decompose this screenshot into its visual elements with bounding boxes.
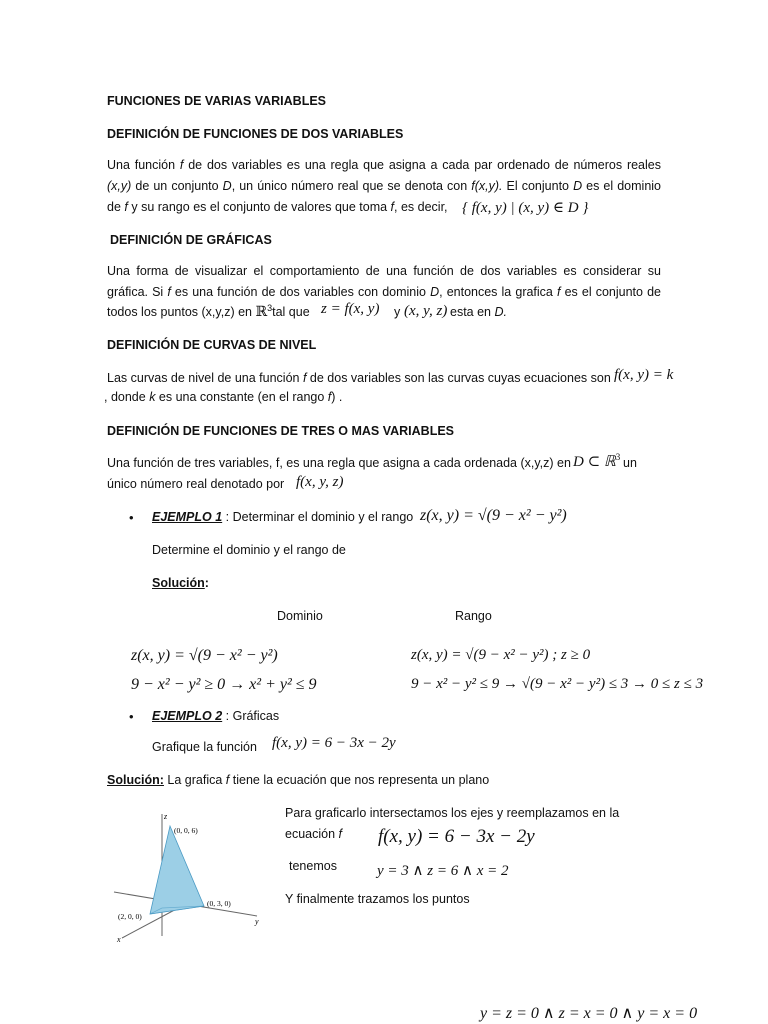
text-run: esta en — [450, 305, 495, 319]
bullet: • — [129, 510, 134, 525]
text-run: , es decir, — [394, 200, 448, 214]
paragraph-line — [107, 282, 661, 303]
tres-variables-line-1: Una función de tres variables, f, es una regla que asigna a cada ordenada (x,y,z) en — [107, 456, 571, 470]
dominio-step-2: 9 − x² − y² ≥ 0 → x² + y² ≤ 9 — [131, 676, 317, 693]
point-label-0-3-0: (0, 3, 0) — [207, 899, 231, 908]
text-run: f — [327, 390, 332, 404]
domain-subset-expression — [573, 452, 620, 471]
text-run: D ⊂ ℝ — [573, 454, 616, 470]
section-heading-tres-variables: DEFINICIÓN DE FUNCIONES DE TRES O MAS VARIABLES — [107, 424, 455, 438]
section-heading-graficas: DEFINICIÓN DE GRÁFICAS — [110, 233, 272, 247]
text-run: : Determinar el dominio y el rango — [222, 510, 414, 524]
text-run: f — [390, 200, 395, 214]
text-run: Las curvas de nivel de una función — [107, 371, 303, 385]
text-run: (x,y) — [107, 179, 132, 193]
ejemplo-1-prompt: Determine el dominio y el rango de — [152, 543, 346, 557]
range-set-expression: { f(x, y) | (x, y) ∈ D } — [462, 200, 589, 216]
text-run: D — [573, 179, 583, 193]
solucion-2-paragraph-line-1: Para graficarlo intersectamos los ejes y reemplazamos en la — [285, 806, 620, 820]
text-run: k — [149, 390, 156, 404]
text-run: de — [107, 200, 125, 214]
text-run: Solución — [152, 576, 205, 590]
example-label: EJEMPLO 2 — [152, 709, 223, 723]
text-run: ecuación — [285, 827, 339, 841]
point-label-2-0-0: (2, 0, 0) — [118, 912, 142, 921]
ejemplo-2-line — [152, 709, 279, 723]
final-step-text: Y finalmente trazamos los puntos — [285, 892, 470, 906]
text-run: tiene la ecuación que nos representa un plano — [229, 773, 490, 787]
text-run: todos los puntos (x,y,z) en — [107, 305, 256, 320]
text-run: El conjunto — [502, 179, 574, 193]
tenemos-label: tenemos — [289, 859, 337, 873]
text-run: Una función — [107, 158, 180, 172]
text-run: ) . — [331, 390, 343, 404]
graficas-line-3-end — [450, 305, 507, 319]
level-curve-equation: f(x, y) = k — [614, 367, 674, 383]
text-run: f — [124, 200, 128, 214]
ejemplo-1-solution-label — [152, 576, 209, 590]
superscript: 3 — [615, 452, 621, 462]
section-heading-dos-variables: DEFINICIÓN DE FUNCIONES DE DOS VARIABLES — [107, 127, 404, 141]
text-run: D. — [494, 305, 507, 319]
text-run: de dos variables es una regla que asigna a cada par ordenado de números reales — [183, 158, 661, 172]
curvas-line-2 — [104, 390, 342, 404]
ejemplo-1-function: z(x, y) = √(9 − x² − y²) — [420, 507, 567, 524]
trace-conditions: y = z = 0 ∧ z = x = 0 ∧ y = x = 0 — [480, 1005, 698, 1022]
three-variable-function: f(x, y, z) — [296, 474, 344, 490]
text-run: f — [302, 371, 307, 385]
paragraph-line — [107, 176, 661, 197]
solucion-2-paragraph-line-2 — [285, 827, 342, 841]
conjunction-y: y — [394, 305, 401, 319]
dominio-step-1: z(x, y) = √(9 − x² − y²) — [131, 647, 278, 664]
real-numbers-symbol: ℝ — [255, 305, 268, 321]
text-run: : Gráficas — [222, 709, 280, 723]
text-run: f — [179, 158, 184, 172]
ejemplo-1-line — [152, 510, 413, 524]
axis-intercepts: y = 3 ∧ z = 6 ∧ x = 2 — [377, 863, 509, 879]
rango-step-1: z(x, y) = √(9 − x² − y²) ; z ≥ 0 — [411, 647, 591, 663]
plane-triangle — [150, 826, 204, 914]
paragraph-line — [107, 155, 661, 176]
text-run: f — [338, 827, 342, 841]
text-run: f — [556, 285, 561, 299]
example-label: EJEMPLO 1 — [152, 510, 223, 524]
text-run: : — [204, 576, 209, 590]
text-run: es una función de dos variables con dominio — [170, 285, 431, 299]
ejemplo-2-prompt: Grafique la función — [152, 740, 257, 754]
text-run: gráfica. Si — [107, 285, 168, 299]
text-run: f(x,y). — [471, 179, 503, 193]
paragraph-line: Una forma de visualizar el comportamiento de una función de dos variables es considerar su — [107, 264, 661, 278]
graph-equation: z = f(x, y) — [321, 301, 380, 317]
rango-step-2: 9 − x² − y² ≤ 9 → √(9 − x² − y²) ≤ 3 → 0 ≤ z ≤ 3 — [411, 676, 704, 692]
x-axis-label: x — [117, 935, 121, 944]
text-run: es el conjunto de — [560, 285, 661, 299]
tres-variables-line-2: único número real denotado por — [107, 477, 285, 491]
bullet: • — [129, 709, 134, 724]
text-run: , donde — [104, 390, 150, 404]
paragraph-definicion-graficas — [107, 261, 661, 303]
z-axis-label: z — [164, 812, 168, 821]
page-title: FUNCIONES DE VARIAS VARIABLES — [107, 94, 327, 108]
text-run: es una constante (en el rango — [155, 390, 328, 404]
text-run: de dos variables son las curvas cuyas ecuaciones son — [306, 371, 611, 385]
plane-graph-figure — [112, 806, 272, 950]
column-header-dominio: Dominio — [277, 609, 323, 623]
text-run: f — [225, 773, 230, 787]
text-run: tal que — [272, 305, 310, 320]
point-label-0-0-6: (0, 0, 6) — [174, 826, 198, 835]
ejemplo-2-function: f(x, y) = 6 − 3x − 2y — [272, 735, 396, 751]
point-triple: (x, y, z) — [404, 303, 448, 319]
text-run: D — [430, 285, 440, 299]
superscript: 3 — [267, 303, 273, 313]
graficas-line-3 — [107, 303, 310, 321]
solucion-2-line — [107, 773, 489, 787]
text-run: D — [222, 179, 232, 193]
text-run: de un conjunto — [131, 179, 223, 193]
plane-equation: f(x, y) = 6 − 3x − 2y — [378, 826, 535, 847]
section-heading-curvas-de-nivel: DEFINICIÓN DE CURVAS DE NIVEL — [107, 338, 317, 352]
tres-variables-line-1-end: un — [623, 456, 637, 470]
y-axis-label: y — [255, 917, 259, 926]
text-run: y su rango es el conjunto de valores que toma — [127, 200, 391, 214]
text-run: Solución: — [107, 773, 164, 787]
text-run: La grafica — [163, 773, 226, 787]
text-run: es el dominio — [582, 179, 662, 193]
text-run: , entonces la grafica — [439, 285, 557, 299]
curvas-line-1 — [107, 371, 611, 385]
text-run: f — [167, 285, 171, 299]
text-run: , un único número real que se denota con — [231, 179, 472, 193]
column-header-rango: Rango — [455, 609, 492, 623]
